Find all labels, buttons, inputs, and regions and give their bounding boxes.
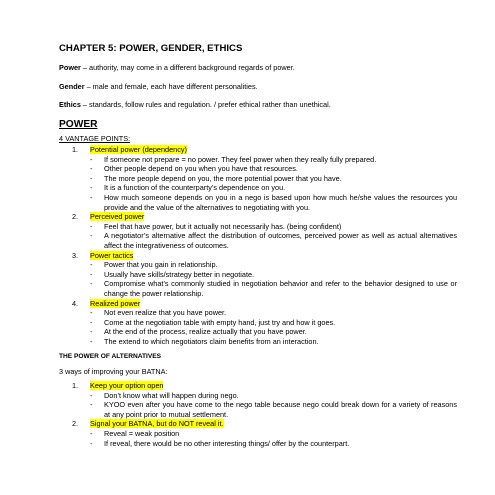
bullet-text: Compromise what’s commonly studied in negotiation behavior and refer to the behavior designed to use or change the power relationship. <box>104 279 457 298</box>
item-heading <box>59 145 457 155</box>
bullet <box>90 155 457 165</box>
bullet-text: If someone not prepare = no power. They feel power when they really fully prepared. <box>104 154 377 164</box>
bullet-list <box>90 308 457 346</box>
bullet <box>90 260 457 270</box>
bullet-text: Not even realize that you have power. <box>104 308 227 318</box>
bullet-text: If reveal, there would be no other interesting things/ offer by the counterpart. <box>104 438 350 448</box>
batna-item <box>59 419 457 448</box>
definition-power <box>59 63 457 73</box>
bullet-text: It is a function of the counterparty’s dependence on you. <box>104 183 286 193</box>
dash: - <box>90 327 93 337</box>
bullet <box>90 222 457 232</box>
bullet-text: The more people depend on you, the more potential power that you have. <box>104 173 342 183</box>
bullet <box>90 429 457 439</box>
dash: - <box>90 279 93 289</box>
bullet <box>90 318 457 328</box>
bullet-text: Power that you gain in relationship. <box>104 260 218 270</box>
item-number: 3. <box>72 250 79 260</box>
dash: - <box>90 154 93 164</box>
bullet-text: The extend to which negotiators claim benefits from an interaction. <box>104 336 319 346</box>
bullet-text: How much someone depends on you in a nego is based upon how much he/she values the resources you provide and the value of the alternatives to negotiating with you. <box>104 192 457 212</box>
dash: - <box>90 400 93 410</box>
bullet-text: Usually have skills/strategy better in negotiate. <box>104 269 255 279</box>
bullet-list <box>90 155 457 213</box>
term: Ethics <box>59 100 81 109</box>
bullet <box>90 439 457 449</box>
dash: - <box>90 183 93 193</box>
bullet <box>90 174 457 184</box>
item-heading <box>59 212 457 222</box>
definition-ethics <box>59 100 457 110</box>
vantage-label: 4 VANTAGE POINTS: <box>59 133 131 143</box>
batna-item <box>59 381 457 419</box>
bullet-text: Reveal = weak position <box>104 428 180 438</box>
item-number: 1. <box>72 380 79 390</box>
item-number: 2. <box>72 419 79 429</box>
alternatives-intro: 3 ways of improving your BATNA: <box>59 367 168 377</box>
dash: - <box>90 336 93 346</box>
bullet-text: A negotiator’s alternative affect the distribution of outcomes, perceived power as well as actual alternatives affect the integrativeness of outcomes. <box>104 231 457 250</box>
bullet <box>90 279 457 298</box>
item-heading <box>59 381 457 391</box>
bullet-list <box>90 260 457 298</box>
bullet <box>90 270 457 280</box>
bullet-list <box>90 429 457 448</box>
bullet <box>90 400 457 419</box>
dash: - <box>90 164 93 174</box>
item-heading <box>59 251 457 261</box>
item-number: 2. <box>72 212 79 222</box>
bullet <box>90 337 457 347</box>
vantage-item <box>59 145 457 212</box>
bullet-text: KYOO even after you have come to the nego table because nego could break down for a variety of reasons at any point prior to mutual settlement. <box>104 400 457 419</box>
bullet <box>90 391 457 401</box>
vantage-item <box>59 212 457 250</box>
vantage-list <box>59 145 457 346</box>
bullet <box>90 183 457 193</box>
bullet-text: Come at the negotiation table with empty hand, just try and how it goes. <box>104 317 336 327</box>
dash: - <box>90 390 93 400</box>
bullet <box>90 164 457 174</box>
vantage-item <box>59 251 457 299</box>
alternatives-title: THE POWER OF ALTERNATIVES <box>59 353 162 361</box>
item-title: Keep your option open <box>90 380 164 390</box>
term: Power <box>59 63 81 72</box>
item-heading <box>59 299 457 309</box>
bullet-text: Other people depend on you when you have that resources. <box>104 164 298 174</box>
bullet-text: At the end of the process, realize actually that you have power. <box>104 327 307 337</box>
dash: - <box>90 317 93 327</box>
dash: - <box>90 221 93 231</box>
dash: - <box>90 231 93 241</box>
bullet-text: Don’t know what will happen during nego. <box>104 390 239 400</box>
bullet-list <box>90 222 457 251</box>
item-number: 4. <box>72 298 79 308</box>
item-title: Realized power <box>90 298 141 308</box>
bullet <box>90 308 457 318</box>
item-heading <box>59 419 457 429</box>
dash: - <box>90 173 93 183</box>
definition-text: – male and female, each have different personalities. <box>84 81 258 91</box>
vantage-item <box>59 299 457 347</box>
item-title: Perceived power <box>90 212 145 222</box>
chapter-title: CHAPTER 5: POWER, GENDER, ETHICS <box>59 43 243 54</box>
dash: - <box>90 308 93 318</box>
definition-gender <box>59 82 457 92</box>
dash: - <box>90 438 93 448</box>
item-title: Signal your BATNA, but do NOT reveal it. <box>90 419 224 429</box>
item-number: 1. <box>72 145 79 154</box>
dash: - <box>90 428 93 438</box>
dash: - <box>90 260 93 270</box>
bullet-text: Feel that have power, but it actually not necessarily has. (being confident) <box>104 221 342 231</box>
batna-list <box>59 381 457 448</box>
dash: - <box>90 192 93 202</box>
term: Gender <box>59 81 85 91</box>
definition-text: – standards, follow rules and regulation. / prefer ethical rather than unethical. <box>80 100 331 109</box>
item-title: Potential power (dependency) <box>90 145 187 154</box>
bullet <box>90 231 457 250</box>
bullet <box>90 193 457 212</box>
bullet-list <box>90 391 457 420</box>
section-title: POWER <box>59 118 98 130</box>
item-title: Power tactics <box>90 250 134 260</box>
dash: - <box>90 269 93 279</box>
bullet <box>90 327 457 337</box>
definition-text: – authority, may come in a different background regards of power. <box>80 63 295 72</box>
